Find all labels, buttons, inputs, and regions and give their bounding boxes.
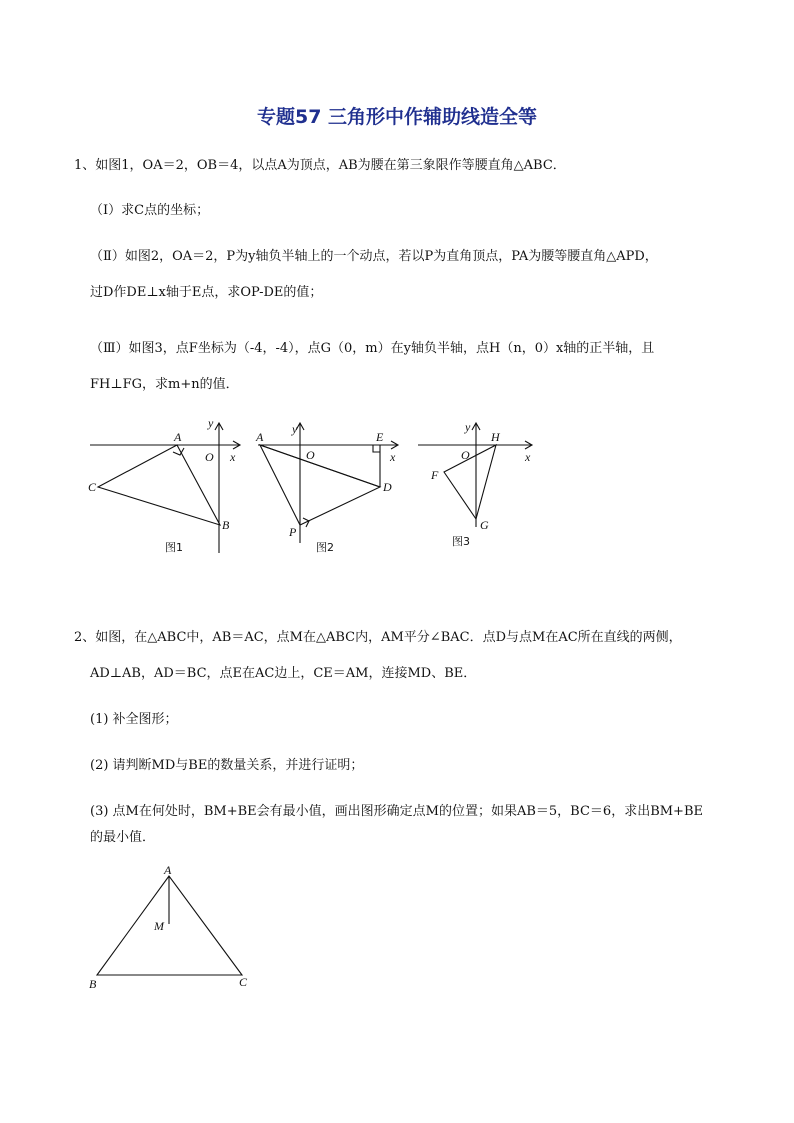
- triangle-abc: [98, 445, 220, 525]
- q2-part3-line2: 的最小值．: [90, 830, 156, 845]
- right-angle-mark-e: [373, 445, 380, 452]
- q1-part3-line2: FH⊥FG，求m+n的值．: [90, 377, 239, 392]
- q1-part3-line1: （Ⅲ）如图3，点F坐标为（-4，-4），点G（0，m）在y轴负半轴，点H（n，0）x轴的正半轴，且: [90, 341, 655, 356]
- caption-fig2: 图2: [316, 541, 334, 554]
- page-title: 专题57 三角形中作辅助线造全等: [256, 106, 538, 128]
- label-h: H: [491, 430, 500, 444]
- label-d: D: [383, 480, 392, 494]
- label-x: x: [230, 450, 236, 464]
- figure-2: [248, 415, 413, 565]
- caption-fig1: 图1: [165, 541, 183, 554]
- figure-1: [80, 415, 250, 565]
- label-y: y: [465, 420, 471, 434]
- q1-part1: （Ⅰ）求C点的坐标；: [90, 203, 210, 218]
- q1-part2-line2: 过D作DE⊥x轴于E点，求OP-DE的值；: [90, 285, 323, 300]
- label-m: M: [154, 919, 164, 933]
- label-o: O: [205, 450, 214, 464]
- label-y: y: [208, 416, 214, 430]
- label-x: x: [525, 450, 531, 464]
- label-x: x: [390, 450, 396, 464]
- triangle-fhg: [444, 445, 496, 519]
- label-b: B: [222, 518, 230, 532]
- q2-part3-line1: (3) 点M在何处时，BM+BE会有最小值，画出图形确定点M的位置；如果AB＝5，BC＝6，求出BM+BE: [90, 804, 703, 819]
- label-o: O: [306, 448, 315, 462]
- q2-stem-line1: 2、如图，在△ABC中，AB＝AC，点M在△ABC内，AM平分∠BAC．点D与点M在AC所在直线的两侧，: [74, 630, 682, 645]
- figure-q2: [85, 862, 265, 997]
- caption-fig3: 图3: [452, 535, 470, 548]
- label-c: C: [88, 480, 97, 494]
- label-a: A: [174, 430, 182, 444]
- label-g: G: [480, 518, 489, 532]
- q1-part2-line1: （Ⅱ）如图2，OA＝2，P为y轴负半轴上的一个动点，若以P为直角顶点，PA为腰等腰直角△APD，: [90, 249, 658, 264]
- label-p: P: [289, 525, 297, 539]
- label-o: O: [461, 448, 470, 462]
- q2-stem-line2: AD⊥AB，AD＝BC，点E在AC边上，CE＝AM，连接MD、BE．: [90, 666, 477, 681]
- label-c: C: [239, 975, 248, 989]
- label-b: B: [89, 977, 97, 991]
- label-f: F: [431, 468, 439, 482]
- q2-part1: (1) 补全图形；: [90, 712, 178, 727]
- label-a: A: [164, 863, 172, 877]
- q1-stem: 1、如图1，OA＝2，OB＝4，以点A为顶点，AB为腰在第三象限作等腰直角△ABC．: [74, 158, 566, 173]
- q2-part2: (2) 请判断MD与BE的数量关系，并进行证明；: [90, 758, 364, 773]
- figure-3: [410, 415, 540, 555]
- label-e: E: [376, 430, 384, 444]
- label-y: y: [292, 422, 298, 436]
- label-a: A: [256, 430, 264, 444]
- triangle-apd: [260, 445, 380, 525]
